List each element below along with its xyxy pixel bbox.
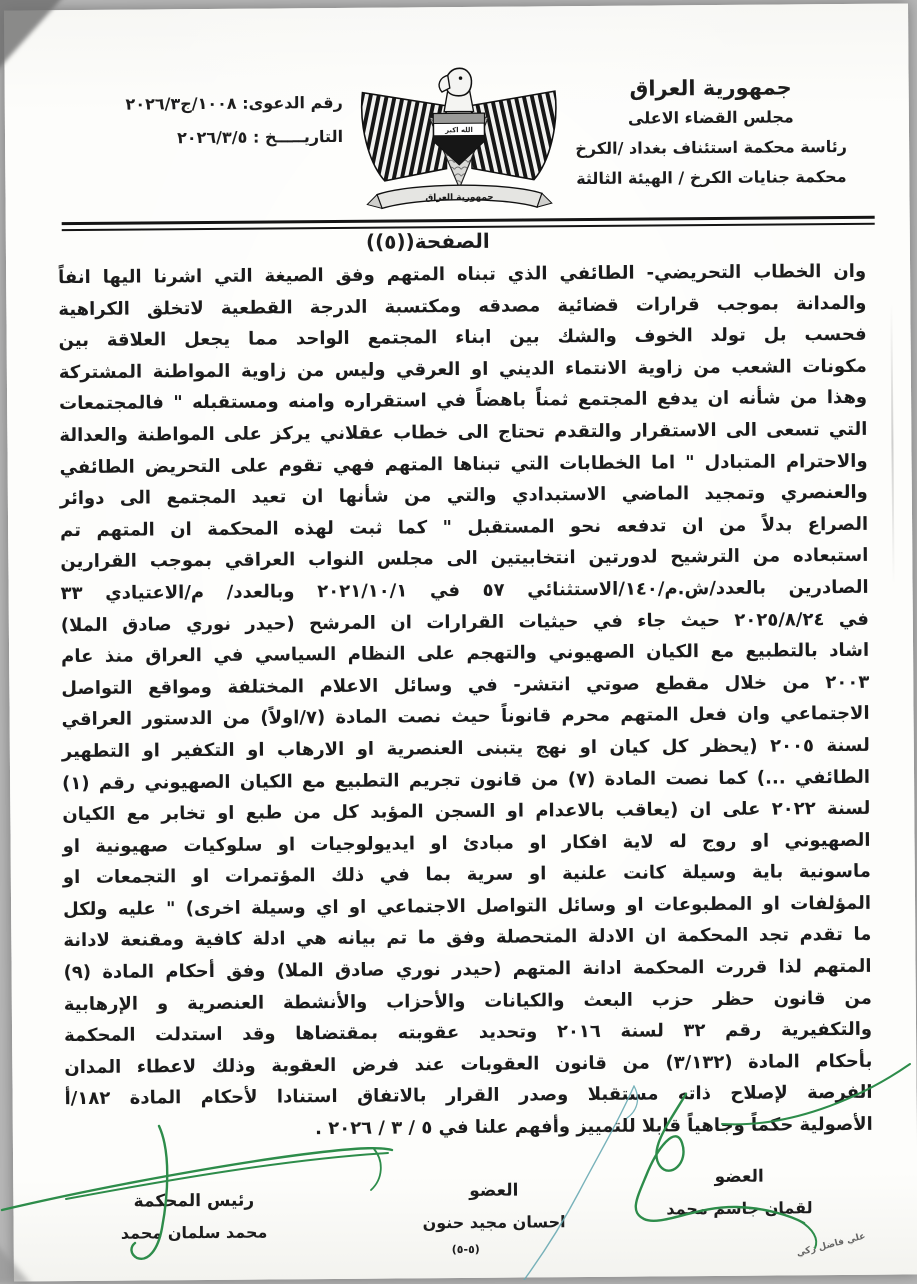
scan-corner-shadow bbox=[0, 0, 66, 76]
body-line: الصهيوني او روج له لاية افكار او مبادئ او ايديولوجيات او سلوكيات صهيونية او bbox=[62, 829, 871, 857]
signature-title: العضو bbox=[469, 1180, 519, 1201]
scan-corner-shadow-bottom bbox=[0, 1238, 31, 1284]
body-line: وهذا من شأنه ان يدفع المجتمع ثمناً باهضاً في استقراره وامنه ومستقبله " فالمجتمعات bbox=[59, 387, 868, 415]
signature-block-member-1 bbox=[649, 1160, 829, 1225]
signature-title: رئيس المحكمة bbox=[133, 1190, 255, 1212]
page-count-indicator: (٥-٥) bbox=[451, 1242, 480, 1257]
eagle-beak bbox=[439, 75, 450, 92]
date-label: التاريـــــخ : bbox=[252, 126, 344, 147]
body-line: ماسونية باية وسيلة كانت علنية او سرية بما في ذلك المؤتمرات او التجمعات او bbox=[62, 861, 871, 889]
body-line: مكونات الشعب من زاوية الانتماء الديني او العرقي وليس من زاوية المواطنة المشتركة bbox=[58, 355, 867, 383]
body-line: الأصولية حكماً وجاهياً قابلا للتمييز وأفهم علنا في ٥ / ٣ / ٢٠٢٦ . bbox=[314, 1113, 873, 1140]
body-line: المؤلفات او المطبوعات او وسائل التواصل الاجتماعي او اي وسيلة اخرى) " عليه ولكل bbox=[63, 892, 872, 921]
body-line: اشاد بالتطبيع مع الكيان الصهيوني والتهجم على النظام السياسي في العراق منذ عام bbox=[61, 639, 870, 668]
body-line: استبعاده من الترشيح لدورتين انتخابيتين الى مجلس النواب العراقي بموجب القرارين bbox=[60, 545, 869, 573]
case-number-label: رقم الدعوى: bbox=[242, 92, 343, 113]
document-page bbox=[4, 3, 917, 1281]
body-line: الاجتماعي وان فعل المتهم محرم قانوناً حيث نصت المادة (٧/اولاً) من الدستور العراقي bbox=[61, 703, 870, 731]
body-line: والمدانة بموجب قرارات قضائية مصدقه ومكتسبة الدرجة القطعية لاتخلق الكراهية bbox=[58, 292, 867, 320]
date-value: ٢٠٢٦/٣/٥ bbox=[176, 127, 248, 148]
body-line: والاحترام المتبادل " اما الخطابات التي تبناها المتهم فهي تقوم على التحريض الطائفي bbox=[59, 450, 868, 478]
body-line: الطائفي ...) كما نصت المادة (٧) من قانون تجريم التطبيع مع الكيان الصهيوني رقم (١) bbox=[62, 766, 871, 794]
signature-block-member-2 bbox=[401, 1174, 586, 1239]
scan-crease bbox=[890, 304, 894, 584]
body-line: المتهم لذا قررت المحكمة ادانة المتهم (حيدر نوري صادق الملا) وفق أحكام المادة (٩) bbox=[63, 955, 872, 984]
eagle-head bbox=[446, 68, 472, 96]
body-line: لسنة ٢٠٢٢ على ان (يعاقب بالاعدام او السجن المؤبد كل من طبع او تخابر مع الكيان bbox=[62, 797, 871, 826]
clerk-handwritten-note: علي فاضل زكي bbox=[795, 1231, 867, 1259]
case-number-row bbox=[63, 86, 343, 122]
letterhead-appeal-court: رئاسة محكمة استئناف بغداد /الكرخ bbox=[575, 136, 848, 159]
body-line: الصادرين بالعدد/ش.م/١٤٠/الاستثنائي ٥٧ في ٢٠٢١/١٠/١ وبالعدد/ م/الاعتيادي ٣٣ bbox=[60, 576, 869, 605]
body-line: التي تسعى الى الاستقرار والتقدم تحتاج الى خطاب عقلاني يركز على المواطنة والعدالة bbox=[59, 418, 868, 447]
date-row bbox=[63, 120, 343, 156]
case-number-value: ٢٠٢٦/٣ج/١٠٠٨ bbox=[125, 93, 237, 114]
signature-block-president bbox=[101, 1184, 286, 1249]
body-line: في ٢٠٢٥/٨/٢٤ حيث جاء في حيثيات القرارات ان المرشح (حيدر نوري صادق الملا) bbox=[60, 608, 869, 636]
body-line: والتكفيرية رقم ٣٢ لسنة ٢٠١٦ وتحديد عقوبته بمقتضاها وقد استدلت المحكمة bbox=[63, 1019, 873, 1047]
case-info-block bbox=[63, 86, 344, 156]
banner-country-text: جمهورية العراق bbox=[425, 192, 494, 204]
body-line: من قانون حظر حزب البعث والكيانات والأحزاب والأنشطة العنصرية و الإرهابية bbox=[63, 987, 872, 1015]
letterhead-country: جمهورية العراق bbox=[629, 75, 792, 101]
body-line: ٢٠٠٣ من خلال مقطع صوتي انتشر- في وسائل الاعلام المختلفة ومواقع التواصل bbox=[61, 671, 870, 699]
letterhead-criminal-court: محكمة جنايات الكرخ / الهيئة الثالثة bbox=[576, 166, 847, 189]
signature-name: محمد سلمان محمد bbox=[120, 1222, 268, 1243]
body-line: الفرصة لإصلاح ذاته مستقبلا وصدر القرار بالاتفاق استنادا لأحكام المادة ١٨٢/أ bbox=[64, 1082, 873, 1110]
body-line: لسنة ٢٠٠٥ (يحظر كل كيان او نهج يتبنى العنصرية او الارهاب او التكفير او التطهير bbox=[61, 734, 870, 763]
shield-takbir-text: الله اكبر bbox=[445, 126, 473, 135]
body-line: بأحكام المادة (٣/١٣٢) من قانون العقوبات عند فرض العقوبة وذلك لاعطاء المدان bbox=[64, 1050, 873, 1078]
body-line: فحسب بل تولد الخوف والشك بين ابناء المجتمع الواحد مما يجعل العلاقة بين bbox=[58, 323, 867, 352]
letterhead-block bbox=[561, 72, 862, 194]
page-title: الصفحة((٥)) bbox=[365, 228, 490, 254]
eagle-eye bbox=[459, 76, 463, 80]
body-line: ما تقدم تجد المحكمة ان الادلة المتحصلة وفق ما تم بيانه هي ادلة كافية ومقنعة لادانة bbox=[63, 924, 872, 952]
body-line: والعنصري وتمجيد الماضي الاستبدادي والتي من شأنها ان تعيد المجتمع الى دوائر bbox=[59, 481, 868, 510]
signature-name: احسان مجيد حنون bbox=[422, 1212, 566, 1233]
letterhead-council: مجلس القضاء الاعلى bbox=[627, 107, 794, 128]
signature-title: العضو bbox=[714, 1166, 764, 1188]
body-line: وان الخطاب التحريضي- الطائفي الذي تبناه المتهم وفق الصيغة التي اشرنا اليها انفاً bbox=[58, 260, 867, 289]
emblem-banner bbox=[367, 184, 552, 208]
signature-name: لقمان جاسم محمد bbox=[666, 1198, 813, 1219]
iraq-coat-of-arms-icon bbox=[350, 64, 567, 216]
judgment-body bbox=[58, 256, 873, 1147]
body-line: الصراع بدلاً من ان تدفعه نحو المستقبل " كما ثبت لهذه المحكمة ان المتهم تم bbox=[60, 513, 869, 541]
